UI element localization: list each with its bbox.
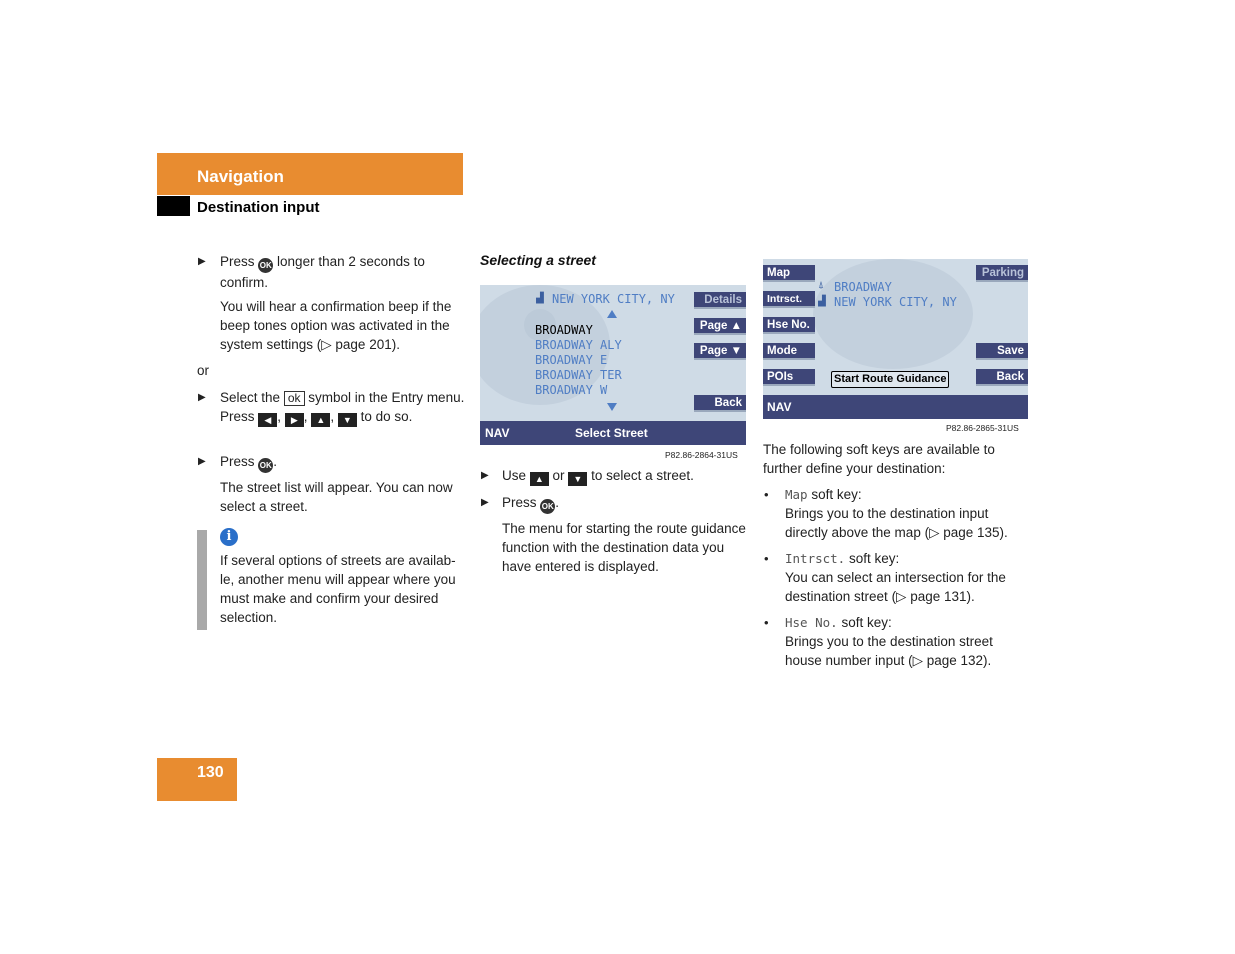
intersection-softkey[interactable]: Intrsct. — [763, 291, 815, 308]
save-softkey[interactable]: Save — [976, 343, 1028, 360]
list-bullet: • — [764, 551, 769, 566]
step-bullet-icon: ▶ — [198, 256, 206, 267]
step-press-ok-3: Press OK . — [502, 493, 559, 514]
scroll-up-icon[interactable] — [607, 310, 617, 318]
parking-softkey[interactable]: Parking — [976, 265, 1028, 282]
ok-symbol: ok — [284, 391, 305, 406]
street-list-note: The street list will appear. You can now select a street. — [220, 480, 453, 514]
list-item: Intrsct. soft key: You can select an intersection for the destination street (▷ page 131). — [785, 551, 1006, 604]
list-item: Map soft key: Brings you to the destination input directly above the map (▷ page 135). — [785, 487, 1008, 540]
ok-button-icon: OK — [258, 458, 273, 473]
select-street-screen — [480, 285, 746, 445]
city-icon: ▟ — [536, 293, 544, 304]
nav-status-bar — [480, 421, 746, 445]
section-heading: Selecting a street — [480, 252, 596, 268]
street-item[interactable]: BROADWAY E — [535, 353, 608, 367]
route-guidance-screen — [763, 259, 1028, 419]
step-press-ok-2: Press OK . — [220, 452, 277, 473]
page-number: 130 — [197, 764, 224, 781]
right-key-icon: ▶ — [285, 413, 304, 427]
figure-caption: P82.86-2865-31US — [946, 423, 1019, 433]
page-down-softkey[interactable]: Page ▼ — [694, 343, 746, 360]
page-up-softkey[interactable]: Page ▲ — [694, 318, 746, 335]
left-key-icon: ◀ — [258, 413, 277, 427]
nav-label: NAV — [767, 400, 792, 414]
ok-button-icon: OK — [540, 499, 555, 514]
softkeys-intro: The following soft keys are available to further define your destination: — [763, 442, 995, 476]
street-icon: ⍋ — [818, 280, 824, 291]
step-use-arrows: Use ▲ or ▼ to select a street. — [502, 468, 694, 484]
route-menu-note: The menu for starting the route guidance function with the destination data you have entered is displayed. — [502, 521, 746, 574]
info-side-bar — [197, 530, 207, 630]
step-press-ok: Press OK longer than 2 seconds to confirm. — [220, 254, 425, 290]
down-key-icon: ▼ — [568, 472, 587, 486]
house-number-softkey[interactable]: Hse No. — [763, 317, 815, 334]
step-bullet-icon: ▶ — [198, 456, 206, 467]
info-icon: i — [220, 528, 238, 546]
softkey-name: Hse No. — [785, 615, 838, 630]
street-item[interactable]: BROADWAY TER — [535, 368, 622, 382]
nav-status-bar — [763, 395, 1028, 419]
city-icon: ▟ — [818, 296, 826, 307]
up-key-icon: ▲ — [530, 472, 549, 486]
map-softkey[interactable]: Map — [763, 265, 815, 282]
city-name: NEW YORK CITY, NY — [552, 292, 675, 306]
ok-button-icon: OK — [258, 258, 273, 273]
info-text: If several options of streets are availab-le, another menu will appear where you must make and confirm your desired selection. — [220, 553, 456, 625]
step-select-ok: Select the ok symbol in the Entry menu. Press ◀ , ▶ , ▲ , ▼ to do so. — [220, 390, 465, 425]
up-key-icon: ▲ — [311, 413, 330, 427]
or-text: or — [197, 363, 210, 378]
list-item: Hse No. soft key: Brings you to the destination street house number input (▷ page 132). — [785, 615, 993, 668]
start-route-guidance-button[interactable]: Start Route Guidance — [831, 371, 949, 388]
softkey-name: Intrsct. — [785, 551, 846, 566]
nav-title: Select Street — [575, 426, 648, 440]
step-bullet-icon: ▶ — [481, 470, 489, 481]
back-softkey[interactable]: Back — [694, 395, 746, 412]
back-softkey[interactable]: Back — [976, 369, 1028, 386]
step-bullet-icon: ▶ — [481, 497, 489, 508]
destination-street: BROADWAY — [834, 280, 892, 294]
section-title: Navigation — [197, 167, 284, 186]
list-bullet: • — [764, 615, 769, 630]
nav-label: NAV — [485, 426, 510, 440]
figure-caption: P82.86-2864-31US — [665, 450, 738, 460]
street-item[interactable]: BROADWAY W — [535, 383, 608, 397]
down-key-icon: ▼ — [338, 413, 357, 427]
list-bullet: • — [764, 487, 769, 502]
street-item[interactable]: BROADWAY ALY — [535, 338, 622, 352]
pois-softkey[interactable]: POIs — [763, 369, 815, 386]
scroll-down-icon[interactable] — [607, 403, 617, 411]
softkey-name: Map — [785, 487, 808, 502]
step-bullet-icon: ▶ — [198, 392, 206, 403]
street-item[interactable]: BROADWAY — [535, 323, 593, 337]
destination-city: NEW YORK CITY, NY — [834, 295, 957, 309]
mode-softkey[interactable]: Mode — [763, 343, 815, 360]
details-softkey[interactable]: Details — [694, 292, 746, 309]
confirm-note: You will hear a confirmation beep if the beep tones option was activated in the system settings (▷ page 201). — [220, 299, 452, 352]
subsection-title: Destination input — [197, 199, 320, 216]
subsection-marker — [157, 196, 190, 216]
